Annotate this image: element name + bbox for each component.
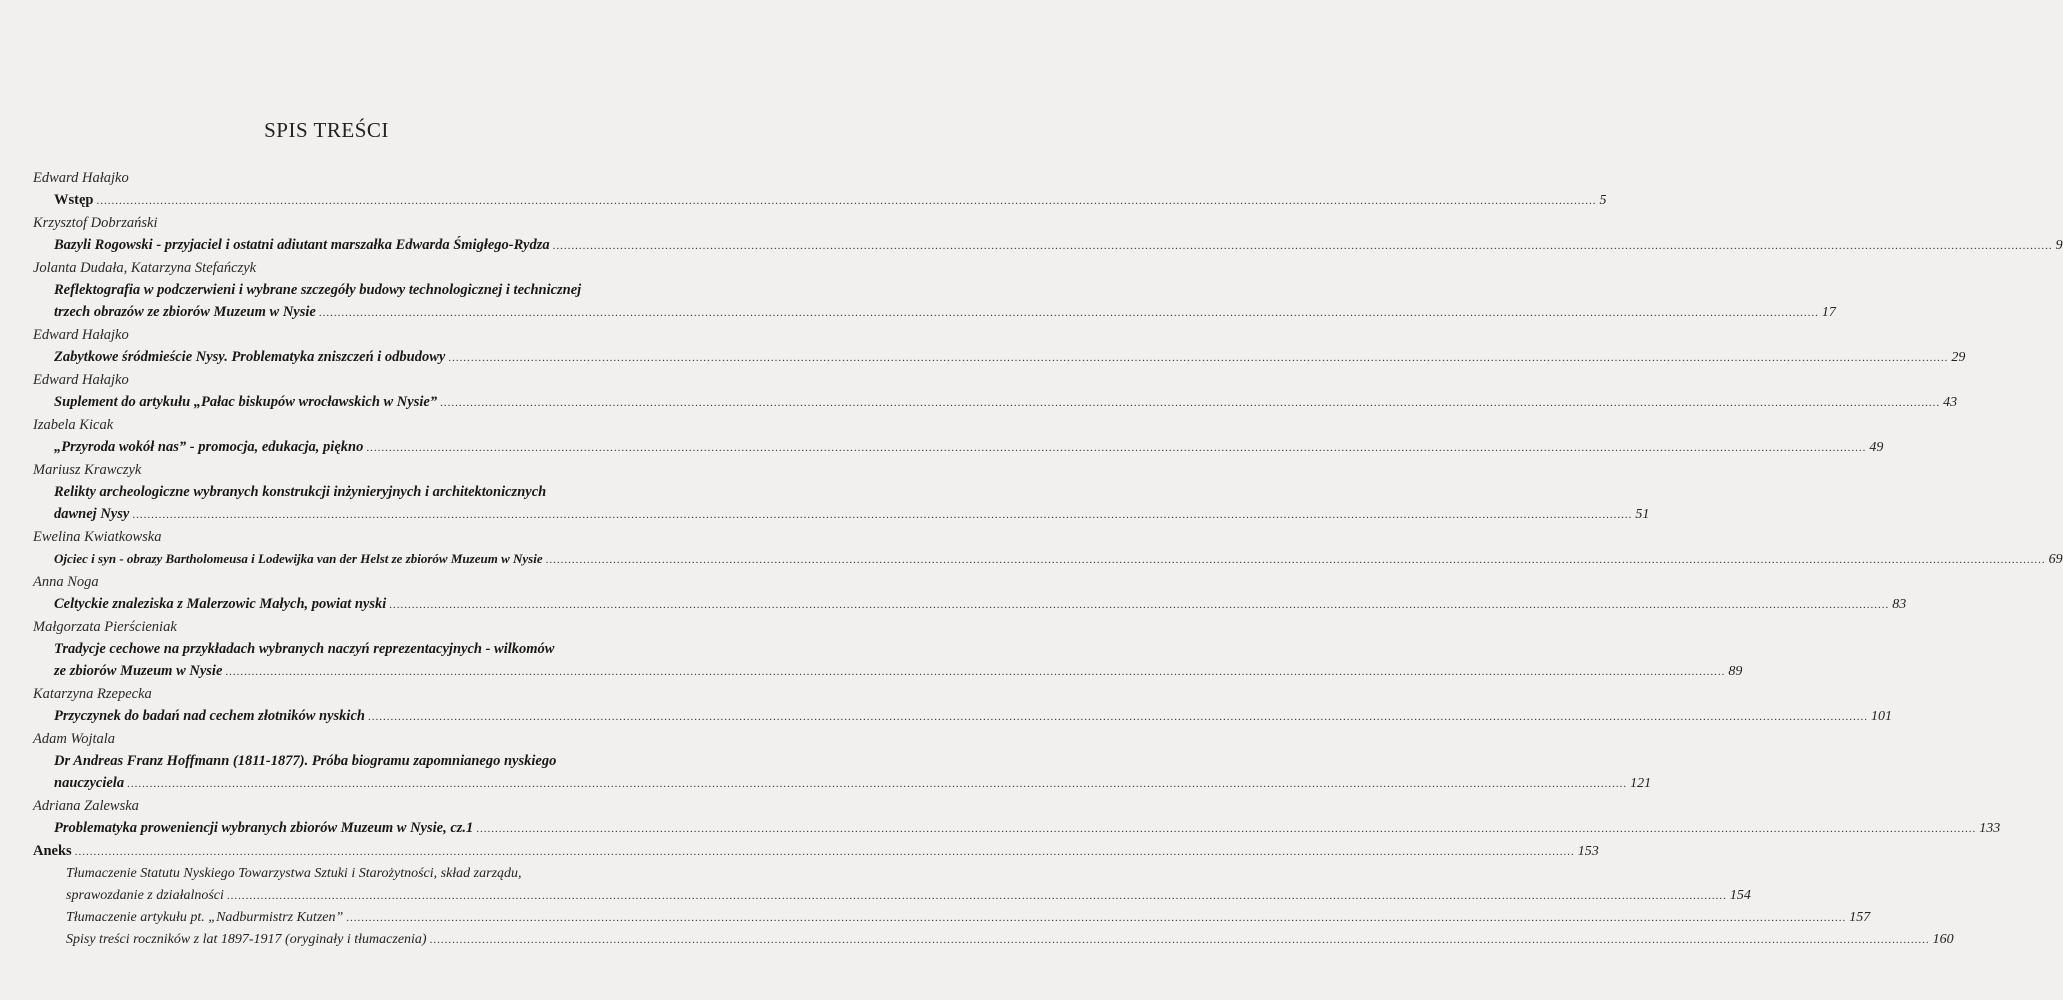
- entry-title-line: ze zbiorów Muzeum w Nysie: [54, 663, 223, 679]
- page-number: 69: [2048, 552, 2063, 567]
- aneks-item-line: Tłumaczenie Statutu Nyskiego Towarzystwa Sztuki i Starożytności, skład zarządu,: [66, 866, 522, 881]
- entry-title-line: Relikty archeologiczne wybranych konstrukcji inżynieryjnych i architektonicznych: [54, 484, 547, 500]
- page-number: 121: [1630, 776, 1652, 791]
- dot-leader: ................................................................................................................................................................................................................................................................................................................................................................................................................: [226, 890, 1727, 902]
- toc-row: [54, 503, 1650, 526]
- entry-title-line: trzech obrazów ze zbiorów Muzeum w Nysie: [54, 304, 316, 320]
- toc-row: [54, 660, 1743, 683]
- page-number: 49: [1869, 440, 1884, 455]
- page-number: 153: [1577, 844, 1599, 859]
- toc-entry: [33, 548, 2063, 571]
- page-number: 83: [1892, 597, 1907, 612]
- toc-entry: [33, 234, 2063, 257]
- toc-row: [54, 234, 2063, 257]
- entry-title-line: Reflektografia w podczerwieni i wybrane szczegóły budowy technologicznej i technicznej: [54, 282, 582, 298]
- toc-entry: [33, 436, 1884, 459]
- dot-leader: ................................................................................................................................................................................................................................................................................................................................................................................................................: [132, 509, 1633, 521]
- entry-author: Izabela Kicak: [33, 417, 114, 433]
- page-number: 17: [1821, 305, 1836, 320]
- dot-leader: ................................................................................................................................................................................................................................................................................................................................................................................................................: [545, 554, 2046, 566]
- entry-author: Edward Hałajko: [33, 170, 129, 186]
- entry-title-line: Aneks: [33, 843, 72, 859]
- page-number: 9: [2055, 238, 2063, 253]
- page-number: 133: [1979, 821, 2001, 836]
- toc-entry: [33, 705, 1892, 728]
- dot-leader: ................................................................................................................................................................................................................................................................................................................................................................................................................: [74, 846, 1575, 858]
- toc-row: [54, 772, 1652, 795]
- toc-row: [54, 705, 1892, 728]
- toc-row: [54, 346, 1966, 369]
- page-number: 29: [1951, 350, 1966, 365]
- entry-title-line: Przyczynek do badań nad cechem złotników nyskich: [54, 708, 365, 724]
- dot-leader: ................................................................................................................................................................................................................................................................................................................................................................................................................: [429, 934, 1930, 946]
- entry-author: Anna Noga: [33, 574, 99, 590]
- entry-author: Małgorzata Pierścieniak: [33, 619, 177, 635]
- page-number: 157: [1849, 910, 1871, 925]
- entry-author: Edward Hałajko: [33, 372, 129, 388]
- entry-title-line: Ojciec i syn - obrazy Bartholomeusa i Lodewijka van der Helst ze zbiorów Muzeum w Nysie: [54, 551, 543, 566]
- entry-title-line: „Przyroda wokół nas” - promocja, edukacja, piękno: [54, 439, 364, 455]
- entry-author: Katarzyna Rzepecka: [33, 686, 152, 702]
- aneks-item: [33, 863, 1751, 907]
- dot-leader: ................................................................................................................................................................................................................................................................................................................................................................................................................: [367, 711, 1868, 723]
- dot-leader: ................................................................................................................................................................................................................................................................................................................................................................................................................: [389, 599, 1890, 611]
- toc-entry: [33, 593, 1907, 616]
- page-number: 89: [1728, 664, 1743, 679]
- toc-entry: [33, 817, 2001, 840]
- toc-entry: [33, 279, 1836, 324]
- page-title: SPIS TREŚCI: [264, 118, 389, 142]
- entry-author: Krzysztof Dobrzański: [33, 215, 158, 231]
- toc-row: [54, 391, 1958, 414]
- entry-title-line: Celtyckie znaleziska z Malerzowic Małych, powiat nyski: [54, 596, 387, 612]
- toc-row: [66, 929, 1954, 951]
- entry-title-line: Problematyka proweniencji wybranych zbiorów Muzeum w Nysie, cz.1: [54, 820, 474, 836]
- entry-author: Mariusz Krawczyk: [33, 462, 142, 478]
- toc-row: [66, 907, 1871, 929]
- entry-author: Edward Hałajko: [33, 327, 129, 343]
- dot-leader: ................................................................................................................................................................................................................................................................................................................................................................................................................: [96, 195, 1597, 207]
- entry-title-line: Dr Andreas Franz Hoffmann (1811-1877). Próba biogramu zapomnianego nyskiego: [54, 753, 557, 769]
- entry-title-line: Zabytkowe śródmieście Nysy. Problematyka zniszczeń i odbudowy: [54, 349, 446, 365]
- entry-author: Adam Wojtala: [33, 731, 116, 747]
- toc-row: [54, 593, 1907, 616]
- aneks-item: [33, 929, 1954, 951]
- page-number: 43: [1943, 395, 1958, 410]
- toc-row: [54, 817, 2001, 840]
- page-number: 154: [1729, 888, 1751, 903]
- entry-title-line: Tradycje cechowe na przykładach wybranych naczyń reprezentacyjnych - wilkomów: [54, 641, 555, 657]
- toc-entry: [33, 750, 1652, 795]
- aneks-heading: [33, 840, 1599, 863]
- dot-leader: ................................................................................................................................................................................................................................................................................................................................................................................................................: [366, 442, 1867, 454]
- toc-entry: [33, 391, 1958, 414]
- toc-row: [54, 548, 2063, 571]
- toc-entry: [33, 481, 1650, 526]
- toc-row: [54, 301, 1836, 324]
- toc-row: [54, 436, 1884, 459]
- entry-title-line: Spisy treści roczników z lat 1897-1917 (oryginały i tłumaczenia): [66, 932, 427, 947]
- entry-title-line: Bazyli Rogowski - przyjaciel i ostatni adiutant marszałka Edwarda Śmigłego-Rydza: [54, 237, 550, 253]
- page-number: 51: [1635, 507, 1650, 522]
- entry-author: Jolanta Dudała, Katarzyna Stefańczyk: [33, 260, 257, 276]
- dot-leader: ................................................................................................................................................................................................................................................................................................................................................................................................................: [346, 912, 1847, 924]
- entry-title-line: Wstęp: [54, 192, 94, 208]
- dot-leader: ................................................................................................................................................................................................................................................................................................................................................................................................................: [318, 307, 1819, 319]
- table-of-contents: [33, 167, 2063, 951]
- dot-leader: ................................................................................................................................................................................................................................................................................................................................................................................................................: [440, 397, 1941, 409]
- dot-leader: ................................................................................................................................................................................................................................................................................................................................................................................................................: [476, 823, 1977, 835]
- toc-row: [54, 189, 1607, 212]
- entry-title-line: Suplement do artykułu „Pałac biskupów wrocławskich w Nysie”: [54, 394, 438, 410]
- page-number: 5: [1599, 193, 1607, 208]
- page-number: 101: [1870, 709, 1892, 724]
- dot-leader: ................................................................................................................................................................................................................................................................................................................................................................................................................: [127, 778, 1628, 790]
- toc-entry: [33, 189, 1607, 212]
- entry-title-line: nauczyciela: [54, 775, 125, 791]
- aneks-item: [33, 907, 1871, 929]
- dot-leader: ................................................................................................................................................................................................................................................................................................................................................................................................................: [225, 666, 1726, 678]
- entry-title-line: sprawozdanie z działalności: [66, 888, 224, 903]
- entry-title-line: Tłumaczenie artykułu pt. „Nadburmistrz Kutzen”: [66, 910, 344, 925]
- toc-entry: [33, 638, 1743, 683]
- dot-leader: ................................................................................................................................................................................................................................................................................................................................................................................................................: [448, 352, 1949, 364]
- toc-entry: [33, 346, 1966, 369]
- toc-row: [66, 885, 1751, 907]
- page-number: 160: [1932, 932, 1954, 947]
- entry-author: Adriana Zalewska: [33, 798, 139, 814]
- dot-leader: ................................................................................................................................................................................................................................................................................................................................................................................................................: [552, 240, 2053, 252]
- entry-author: Ewelina Kwiatkowska: [33, 529, 162, 545]
- entry-title-line: dawnej Nysy: [54, 506, 130, 522]
